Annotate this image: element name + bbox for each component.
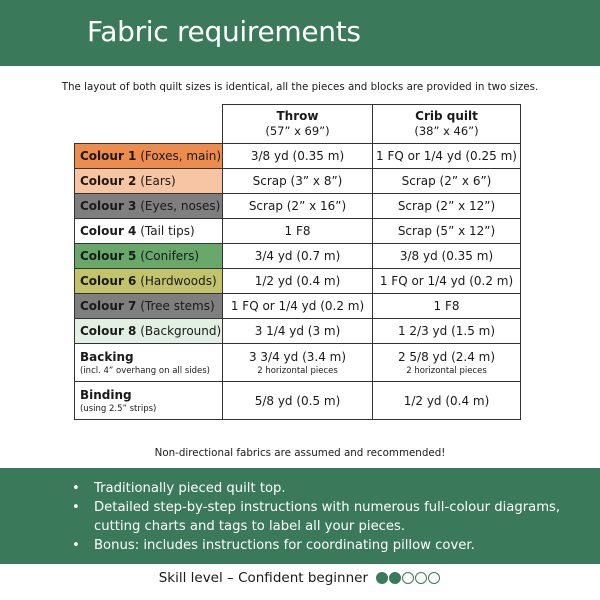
- row-label: Colour 1: [80, 149, 137, 163]
- header-blank-cell: [75, 105, 223, 144]
- throw-cell: [223, 344, 373, 382]
- filled-circle-icon: [376, 572, 388, 584]
- throw-cell: 1 F8: [223, 219, 373, 244]
- intro-text: The layout of both quilt sizes is identical, all the pieces and blocks are provided in two sizes.: [61, 81, 539, 93]
- table-row: [75, 319, 521, 344]
- crib-cell: Scrap (5” x 12”): [373, 219, 521, 244]
- row-label-cell: [75, 244, 223, 269]
- bullet-icon: •: [72, 538, 80, 553]
- row-label-cell: [75, 319, 223, 344]
- table-row: [75, 169, 521, 194]
- row-label-cell: [75, 194, 223, 219]
- feature-list: [70, 479, 590, 555]
- row-description: (Ears): [136, 174, 176, 188]
- crib-cell: 1/2 yd (0.4 m): [373, 382, 521, 420]
- throw-cell: 1 FQ or 1/4 yd (0.2 m): [223, 294, 373, 319]
- column-name: Throw: [276, 109, 319, 123]
- row-label-cell: [75, 169, 223, 194]
- crib-cell: Scrap (2” x 6”): [373, 169, 521, 194]
- row-description: (Tail tips): [136, 224, 195, 238]
- row-description: (Eyes, noses): [136, 199, 221, 213]
- page-title: Fabric requirements: [87, 15, 361, 48]
- row-label-cell: [75, 269, 223, 294]
- footnote: Non-directional fabrics are assumed and recommended!: [154, 447, 446, 459]
- feature-text: Bonus: includes instructions for coordinating pillow cover.: [94, 538, 475, 553]
- row-label-cell: [75, 219, 223, 244]
- row-label: Colour 6: [80, 274, 137, 288]
- row-label-cell: [75, 344, 223, 382]
- table-row: [75, 144, 521, 169]
- empty-circle-icon: [415, 572, 427, 584]
- column-name: Crib quilt: [415, 109, 478, 123]
- row-sublabel: (using 2.5” strips): [80, 403, 157, 414]
- empty-circle-icon: [428, 572, 440, 584]
- throw-cell: 3/4 yd (0.7 m): [223, 244, 373, 269]
- row-sublabel: (incl. 4” overhang on all sides): [80, 365, 210, 376]
- throw-cell: Scrap (2” x 16”): [223, 194, 373, 219]
- row-label-cell: [75, 294, 223, 319]
- crib-note: 2 horizontal pieces: [406, 365, 487, 376]
- throw-cell: Scrap (3” x 8”): [223, 169, 373, 194]
- row-label: Colour 5: [80, 249, 137, 263]
- feature-text: Traditionally pieced quilt top.: [94, 481, 286, 496]
- row-label: Binding: [80, 387, 132, 402]
- table-row: [75, 269, 521, 294]
- skill-level-text: Skill level – Confident beginner: [158, 570, 368, 586]
- column-header-crib: [373, 105, 521, 144]
- row-label: Colour 8: [80, 324, 137, 338]
- crib-amount: 2 5/8 yd (2.4 m): [397, 349, 496, 364]
- crib-cell: 1 F8: [373, 294, 521, 319]
- features-banner: [0, 468, 600, 564]
- row-description: (Hardwoods): [136, 274, 217, 288]
- feature-text: Detailed step-by-step instructions with numerous full-colour diagrams, cutting charts and tags to label all your pieces.: [94, 500, 561, 534]
- skill-rating: [376, 570, 441, 586]
- table-row: [75, 244, 521, 269]
- fabric-table: [74, 104, 521, 420]
- row-description: (Foxes, main): [136, 149, 222, 163]
- throw-note: 2 horizontal pieces: [257, 365, 338, 376]
- crib-cell: 3/8 yd (0.35 m): [373, 244, 521, 269]
- throw-cell: 1/2 yd (0.4 m): [223, 269, 373, 294]
- row-description: (Background): [136, 324, 222, 338]
- table-row: [75, 219, 521, 244]
- row-label-cell: [75, 144, 223, 169]
- crib-cell: [373, 344, 521, 382]
- skill-level: [0, 570, 600, 586]
- row-description: (Conifers): [136, 249, 200, 263]
- feature-item: [70, 536, 590, 555]
- table-header-row: [75, 105, 521, 144]
- row-label: Colour 7: [80, 299, 137, 313]
- column-dimensions: (38” x 46”): [414, 124, 479, 138]
- feature-item: [70, 498, 590, 536]
- row-label: Colour 3: [80, 199, 137, 213]
- table-row: [75, 194, 521, 219]
- row-description: (Tree stems): [136, 299, 215, 313]
- table-row: [75, 294, 521, 319]
- throw-amount: 3 3/4 yd (3.4 m): [248, 349, 347, 364]
- filled-circle-icon: [389, 572, 401, 584]
- empty-circle-icon: [402, 572, 414, 584]
- row-label-cell: [75, 382, 223, 420]
- row-label: Backing: [80, 349, 134, 364]
- table-row-binding: [75, 382, 521, 420]
- crib-cell: 1 FQ or 1/4 yd (0.25 m): [373, 144, 521, 169]
- bullet-icon: •: [72, 481, 80, 496]
- row-label: Colour 2: [80, 174, 137, 188]
- header-banner: [0, 0, 600, 66]
- throw-cell: 3/8 yd (0.35 m): [223, 144, 373, 169]
- feature-item: [70, 479, 590, 498]
- throw-cell: 3 1/4 yd (3 m): [223, 319, 373, 344]
- bullet-icon: •: [72, 500, 80, 515]
- table-row-backing: [75, 344, 521, 382]
- row-label: Colour 4: [80, 224, 137, 238]
- column-dimensions: (57” x 69”): [265, 124, 330, 138]
- crib-cell: Scrap (2” x 12”): [373, 194, 521, 219]
- crib-cell: 1 2/3 yd (1.5 m): [373, 319, 521, 344]
- throw-cell: 5/8 yd (0.5 m): [223, 382, 373, 420]
- column-header-throw: [223, 105, 373, 144]
- crib-cell: 1 FQ or 1/4 yd (0.2 m): [373, 269, 521, 294]
